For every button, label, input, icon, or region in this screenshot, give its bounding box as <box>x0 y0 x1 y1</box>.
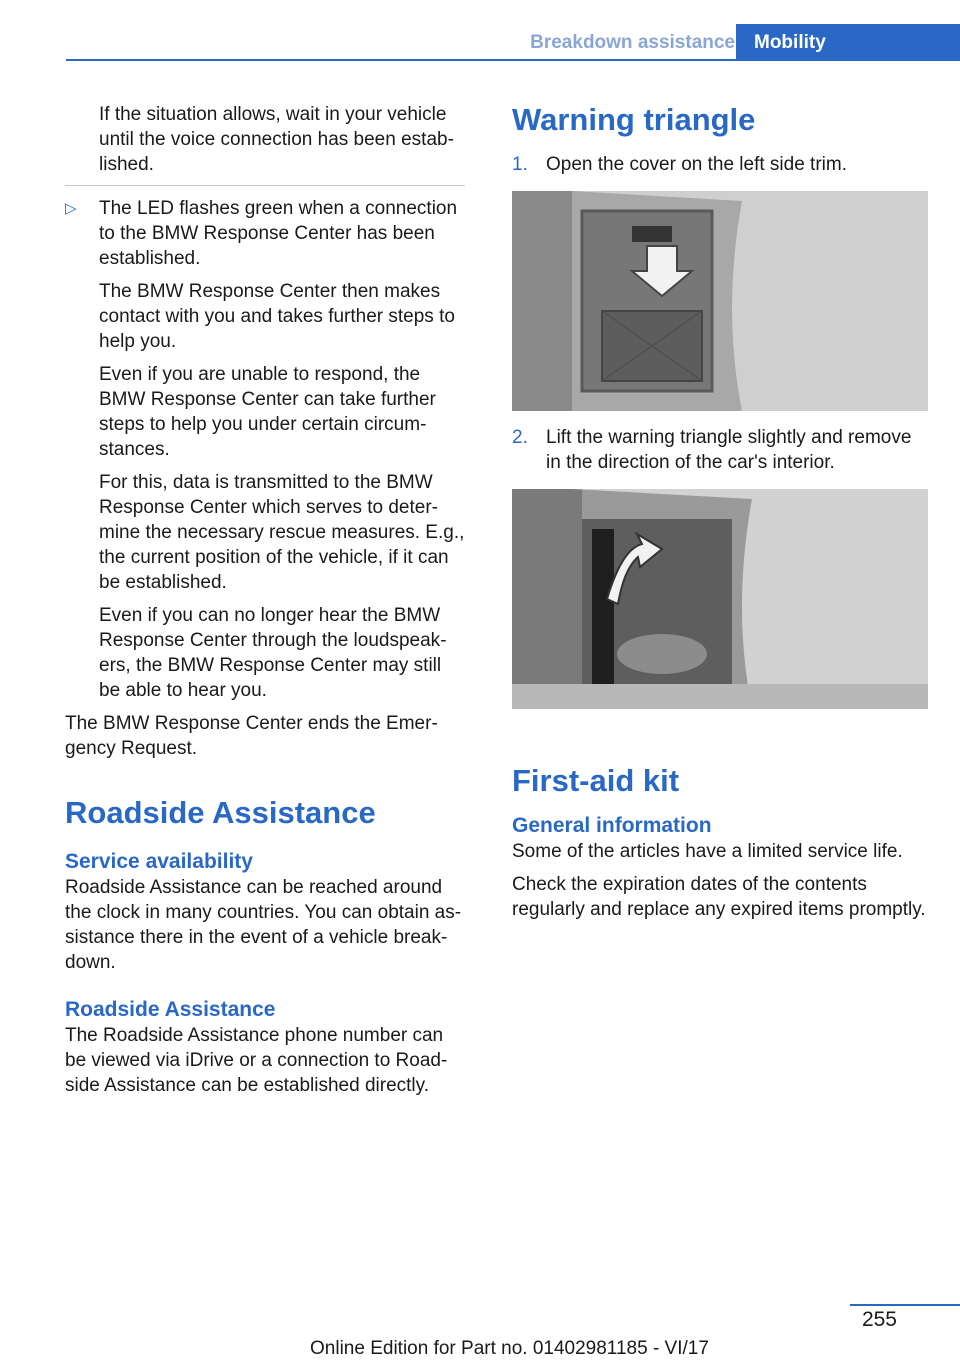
left-column <box>65 102 465 1106</box>
list-item-led <box>65 196 465 703</box>
edition-text: Online Edition for Part no. 01402981185 - VI/17 <box>310 1338 709 1359</box>
step-1-text: Open the cover on the left side trim. <box>546 154 847 175</box>
page-number: 255 <box>861 1308 897 1331</box>
header-section-title: Breakdown assistance <box>530 32 735 53</box>
service-availability-heading: Service availability <box>65 850 253 873</box>
general-information-heading: General information <box>512 814 712 837</box>
step-2-number: 2. <box>512 427 528 448</box>
triangle-removal-photo <box>512 489 928 709</box>
separator <box>65 185 465 186</box>
contact-text: The BMW Response Center then makes contact with you and takes further steps to help you. <box>99 281 455 352</box>
footer-rule <box>850 1304 960 1306</box>
step-2 <box>512 425 928 475</box>
first-aid-heading: First-aid kit <box>512 763 680 798</box>
warning-triangle-heading: Warning triangle <box>512 102 756 137</box>
service-life-text: Some of the articles have a limited service life. <box>512 841 903 862</box>
cover-photo <box>512 191 928 411</box>
intro-text: If the situation allows, wait in your vehicle until the voice connection has been established. <box>99 104 454 175</box>
led-text: The LED flashes green when a connection to the BMW Response Center has been established. <box>99 198 458 269</box>
right-column <box>512 102 928 930</box>
service-availability-text: Roadside Assistance can be reached around the clock in many countries. You can obtain assistance there in the event of a vehicle breakdown. <box>65 877 462 973</box>
step-2-text: Lift the warning triangle slightly and remove in the direction of the car's interior. <box>546 427 912 473</box>
header-rule <box>66 59 960 61</box>
step-1-number: 1. <box>512 154 528 175</box>
roadside-heading: Roadside Assistance <box>65 795 376 830</box>
unable-respond-text: Even if you are unable to respond, the BMW Response Center can take further steps to help you under certain circumstances. <box>99 364 436 460</box>
triangle-bullet-icon: ▷ <box>65 200 77 217</box>
roadside-phone-text: The Roadside Assistance phone number can be viewed via iDrive or a connection to Roadside Assistance can be established directly. <box>65 1025 448 1096</box>
page-header <box>66 24 960 61</box>
expiration-text: Check the expiration dates of the contents regularly and replace any expired items promptly. <box>512 874 926 920</box>
header-chapter-tab: Mobility <box>736 24 960 61</box>
hear-you-text: Even if you can no longer hear the BMW Response Center through the loudspeakers, the BMW Response Center may still be able to hear you. <box>99 605 447 701</box>
roadside-subheading: Roadside Assistance <box>65 998 276 1021</box>
data-transmit-text: For this, data is transmitted to the BMW Response Center which serves to determine the necessary rescue measures. E.g., the current position of the vehicle, if it can be established. <box>99 472 465 593</box>
step-1 <box>512 152 928 177</box>
ends-request-text: The BMW Response Center ends the Emergency Request. <box>65 713 438 759</box>
